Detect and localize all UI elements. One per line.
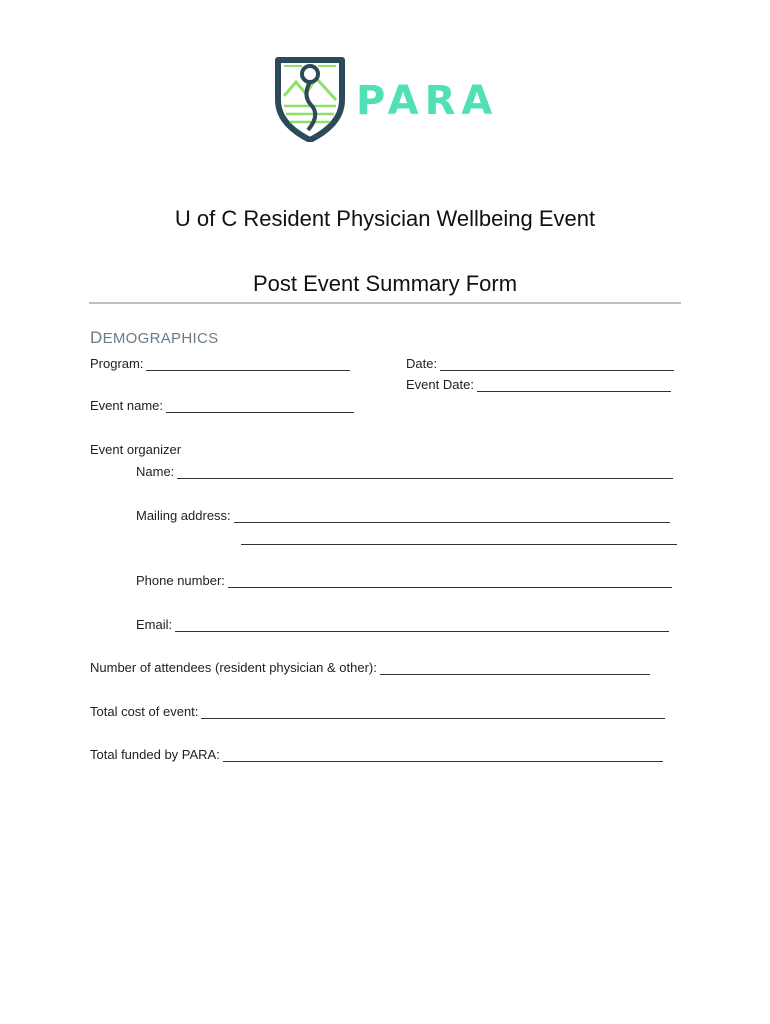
section-heading-demographics xyxy=(90,328,218,348)
mailing-address-label: Mailing address: xyxy=(136,508,231,523)
phone-label: Phone number: xyxy=(136,573,225,588)
organizer-name-input-line[interactable] xyxy=(177,465,673,479)
event-name-input-line[interactable] xyxy=(166,399,354,413)
event-name-label: Event name: xyxy=(90,398,163,413)
event-date-field[interactable] xyxy=(406,377,671,392)
total-cost-field[interactable] xyxy=(90,704,665,719)
event-date-label: Event Date: xyxy=(406,377,474,392)
organizer-name-label: Name: xyxy=(136,464,175,479)
mailing-address-input-line-2[interactable] xyxy=(241,531,677,545)
program-input-line[interactable] xyxy=(146,357,350,371)
total-funded-label: Total funded by PARA: xyxy=(90,747,220,762)
email-label: Email: xyxy=(136,617,173,632)
attendees-field[interactable] xyxy=(90,660,650,675)
section-heading-rest: EMOGRAPHICS xyxy=(102,330,219,347)
total-cost-input-line[interactable] xyxy=(201,705,665,719)
mailing-address-input-line[interactable] xyxy=(234,509,670,523)
phone-input-line[interactable] xyxy=(228,574,672,588)
email-field[interactable] xyxy=(136,617,669,632)
page-title: U of C Resident Physician Wellbeing Event xyxy=(174,206,596,231)
attendees-input-line[interactable] xyxy=(380,661,650,675)
event-organizer-label: Event organizer xyxy=(90,442,182,457)
para-logo xyxy=(274,56,504,144)
date-field[interactable] xyxy=(406,356,674,371)
phone-field[interactable] xyxy=(136,573,672,588)
page-subtitle: Post Event Summary Form xyxy=(252,271,518,296)
event-date-input-line[interactable] xyxy=(477,378,671,392)
date-label: Date: xyxy=(406,356,438,371)
program-field[interactable] xyxy=(90,356,350,371)
shield-stethoscope-icon xyxy=(274,56,346,142)
program-label: Program: xyxy=(90,356,144,371)
email-input-line[interactable] xyxy=(175,618,669,632)
attendees-label: Number of attendees (resident physician & other): xyxy=(90,660,377,675)
section-heading-initial: D xyxy=(90,328,103,347)
total-cost-label: Total cost of event: xyxy=(90,704,199,719)
date-input-line[interactable] xyxy=(440,357,674,371)
organizer-name-field[interactable] xyxy=(136,464,673,479)
mailing-address-field[interactable] xyxy=(136,508,670,523)
total-funded-field[interactable] xyxy=(90,747,663,762)
title-divider xyxy=(89,302,681,304)
total-funded-input-line[interactable] xyxy=(223,748,663,762)
logo-wordmark: PARA xyxy=(356,78,499,124)
event-name-field[interactable] xyxy=(90,398,354,413)
